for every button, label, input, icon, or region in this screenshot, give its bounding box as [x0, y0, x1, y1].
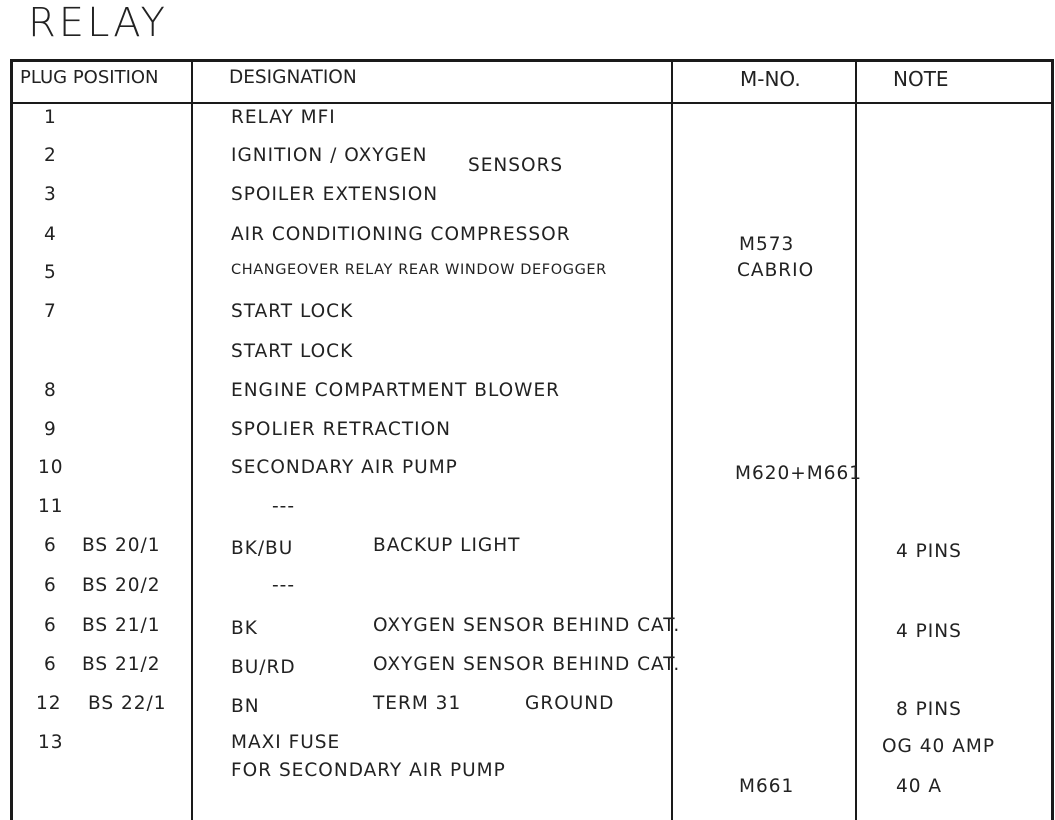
row-15-wire: BN — [231, 696, 260, 717]
row-16-plug: 13 — [38, 732, 64, 753]
row-16-designation: MAXI FUSE — [231, 732, 341, 753]
row-14-designation: OXYGEN SENSOR BEHIND CAT. — [373, 654, 681, 675]
row-16-note: OG 40 AMP — [882, 736, 995, 757]
row-3-plug: 4 — [44, 224, 57, 245]
row-9-designation: SECONDARY AIR PUMP — [231, 457, 458, 478]
row-5-plug: 7 — [44, 301, 57, 322]
row-13-note: 4 PINS — [896, 621, 962, 642]
row-13-designation: OXYGEN SENSOR BEHIND CAT. — [373, 615, 681, 636]
row-7-designation: ENGINE COMPARTMENT BLOWER — [231, 380, 561, 401]
row-4-plug: 5 — [44, 262, 57, 283]
row-13-plug: 6 — [44, 615, 57, 636]
row-8-plug: 9 — [44, 419, 57, 440]
row-0-designation: RELAY MFI — [231, 107, 336, 128]
row-3-mno: M573 — [739, 234, 795, 255]
row-13-bs: BS 21/1 — [82, 615, 161, 636]
row-11-note: 4 PINS — [896, 541, 962, 562]
row-17-mno: M661 — [739, 776, 795, 797]
row-11-bs: BS 20/1 — [82, 535, 161, 556]
page-title: RELAY — [28, 0, 168, 46]
header-designation: DESIGNATION — [229, 67, 357, 88]
row-8-designation: SPOLIER RETRACTION — [231, 419, 452, 440]
row-9-plug: 10 — [38, 457, 64, 478]
row-12-designation: --- — [272, 575, 296, 596]
row-14-plug: 6 — [44, 654, 57, 675]
row-13-wire: BK — [231, 618, 258, 639]
row-2-designation: SPOILER EXTENSION — [231, 184, 439, 205]
row-15-bs: BS 22/1 — [88, 693, 167, 714]
header-m-no: M-NO. — [740, 67, 801, 91]
row-11-wire: BK/BU — [231, 538, 294, 559]
row-1-extra: SENSORS — [468, 155, 564, 176]
row-15-designation: TERM 31 — [373, 693, 462, 714]
row-0-plug: 1 — [44, 107, 57, 128]
row-4-designation: CHANGEOVER RELAY REAR WINDOW DEFOGGER — [231, 262, 607, 278]
header-note: NOTE — [893, 67, 949, 91]
row-15-plug: 12 — [36, 693, 62, 714]
header-plug-position: PLUG POSITION — [20, 67, 159, 88]
row-14-bs: BS 21/2 — [82, 654, 161, 675]
row-4-mno: CABRIO — [737, 260, 815, 281]
row-5-designation: START LOCK — [231, 301, 354, 322]
row-11-designation: BACKUP LIGHT — [373, 535, 521, 556]
row-2-plug: 3 — [44, 184, 57, 205]
row-10-plug: 11 — [38, 496, 64, 517]
row-10-designation: --- — [272, 496, 296, 517]
row-17-designation: FOR SECONDARY AIR PUMP — [231, 760, 506, 781]
row-15-note: 8 PINS — [896, 699, 962, 720]
row-12-bs: BS 20/2 — [82, 575, 161, 596]
row-15-extra: GROUND — [525, 693, 615, 714]
row-9-mno: M620+M661 — [735, 463, 863, 484]
row-1-plug: 2 — [44, 145, 57, 166]
row-1-designation: IGNITION / OXYGEN — [231, 145, 428, 166]
row-7-plug: 8 — [44, 380, 57, 401]
row-3-designation: AIR CONDITIONING COMPRESSOR — [231, 224, 571, 245]
row-11-plug: 6 — [44, 535, 57, 556]
row-14-wire: BU/RD — [231, 657, 296, 678]
row-17-note: 40 A — [896, 776, 943, 797]
row-6-designation: START LOCK — [231, 341, 354, 362]
row-12-plug: 6 — [44, 575, 57, 596]
